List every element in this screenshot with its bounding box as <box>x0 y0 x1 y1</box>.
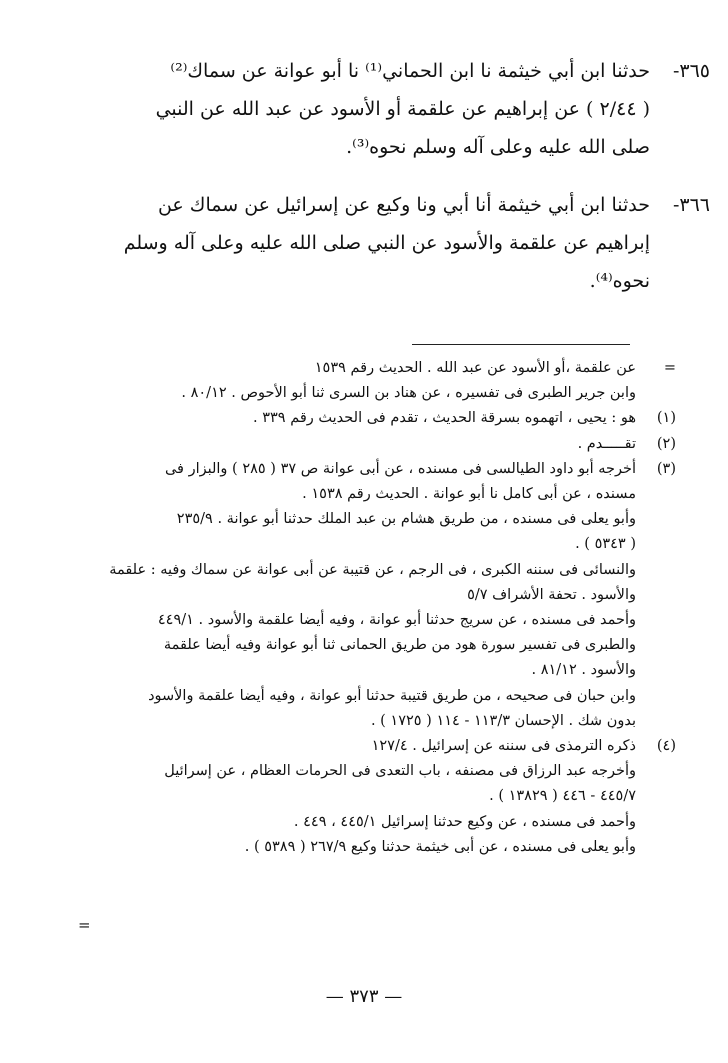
hadith-line: نحوه⁽⁴⁾. <box>589 270 650 292</box>
footnote-line: بدون شك . الإحسان ١١٣/٣ - ١١٤ ( ١٧٢٥ ) . <box>370 712 636 729</box>
footnote-line: وابن جرير الطبرى فى تفسيره ، عن هناد بن السرى ثنا أبو الأحوص . ٨٠/١٢ . <box>181 385 636 402</box>
footnote-mark: (٣) <box>656 460 676 477</box>
footnote-mark: (٤) <box>656 738 676 755</box>
hadith-line: حدثنا ابن أبي خيثمة نا ابن الحماني⁽¹⁾ نا أبو عوانة عن سماك⁽²⁾ <box>170 60 650 82</box>
hadith-line: إبراهيم عن علقمة والأسود عن النبي صلى الله عليه وعلى آله وسلم <box>123 232 650 254</box>
footnote-mark: = <box>663 360 676 376</box>
footnote-divider <box>412 344 630 345</box>
hadith-line: حدثنا ابن أبي خيثمة أنا أبي ونا وكيع عن إسرائيل عن سماك عن <box>157 194 650 216</box>
footnote-line: والأسود . ٨١/١٢ . <box>531 662 636 679</box>
footnote-mark: (٢) <box>656 435 676 452</box>
footnote-line: والنسائى فى سننه الكبرى ، فى الرجم ، عن قتيبة عن أبى عوانة عن سماك وفيه : علقمة <box>109 561 636 578</box>
footnote-1 <box>72 406 676 431</box>
footnote-line: عن علقمة ،أو الأسود عن عبد الله . الحديث رقم ١٥٣٩ <box>314 360 636 376</box>
hadith-line: ( ٢/٤٤ ) عن إبراهيم عن علقمة أو الأسود عن عبد الله عن النبي <box>155 98 650 120</box>
footnote-line: والأسود . تحفة الأشراف ٥/٧ <box>467 586 636 603</box>
footnote-line: أخرجه أبو داود الطيالسى فى مسنده ، عن أبى عوانة ص ٣٧ ( ٢٨٥ ) والبزار فى <box>164 460 636 477</box>
footnote-4 <box>72 734 676 860</box>
footnotes <box>72 356 676 860</box>
footnote-line: ( ٥٣٤٣ ) . <box>575 536 636 553</box>
hadith-line: صلى الله عليه وعلى آله وسلم نحوه⁽³⁾. <box>346 136 650 158</box>
hadith-number: ٣٦٥- <box>672 60 710 82</box>
hadith-number: ٣٦٦- <box>672 194 710 216</box>
footnote-3 <box>72 457 676 734</box>
footnote-line: وابن حبان فى صحيحه ، من طريق قتيبة حدثنا أبو عوانة ، وفيه أيضا علقمة والأسود <box>148 687 636 704</box>
footnote-line: هو : يحيى ، اتهموه بسرقة الحديث ، تقدم فى الحديث رقم ٣٣٩ . <box>253 410 636 427</box>
footnote-continued <box>72 356 676 406</box>
footnote-line: تقـــــدم . <box>577 435 636 452</box>
footnote-line: وأخرجه عبد الرزاق فى مصنفه ، باب التعدى فى الحرمات العظام ، عن إسرائيل <box>164 763 636 780</box>
footnote-mark: (١) <box>656 410 676 427</box>
footnote-line: وأبو يعلى فى مسنده ، عن أبى خيثمة حدثنا وكيع ٢٦٧/٩ ( ٥٣٨٩ ) . <box>244 838 636 855</box>
footnote-2 <box>72 432 676 457</box>
footnote-line: وأبو يعلى فى مسنده ، من طريق هشام بن عبد الملك حدثنا أبو عوانة . ٢٣٥/٩ <box>176 511 636 528</box>
page-number: — ٣٧٣ — <box>325 986 403 1007</box>
hadith-365 <box>70 52 710 166</box>
footnote-line: وأحمد فى مسنده ، عن سريج حدثنا أبو عوانة ، وفيه أيضا علقمة والأسود . ٤٤٩/١ <box>157 612 636 629</box>
continuation-mark: = <box>78 916 91 934</box>
footnote-line: مسنده ، عن أبى كامل نا أبو عوانة . الحديث رقم ١٥٣٨ . <box>302 486 636 503</box>
footnote-line: والطبرى فى تفسير سورة هود من طريق الحمانى ثنا أبو عوانة وفيه أيضا علقمة <box>163 637 636 654</box>
footnote-line: ٤٤٥/٧ - ٤٤٦ ( ١٣٨٢٩ ) . <box>489 788 636 805</box>
footnote-line: وأحمد فى مسنده ، عن وكيع حدثنا إسرائيل ٤٤٥/١ ، ٤٤٩ . <box>293 813 636 830</box>
hadith-366 <box>70 186 710 300</box>
footnote-line: ذكره الترمذى فى سننه عن إسرائيل . ١٢٧/٤ <box>371 738 636 755</box>
